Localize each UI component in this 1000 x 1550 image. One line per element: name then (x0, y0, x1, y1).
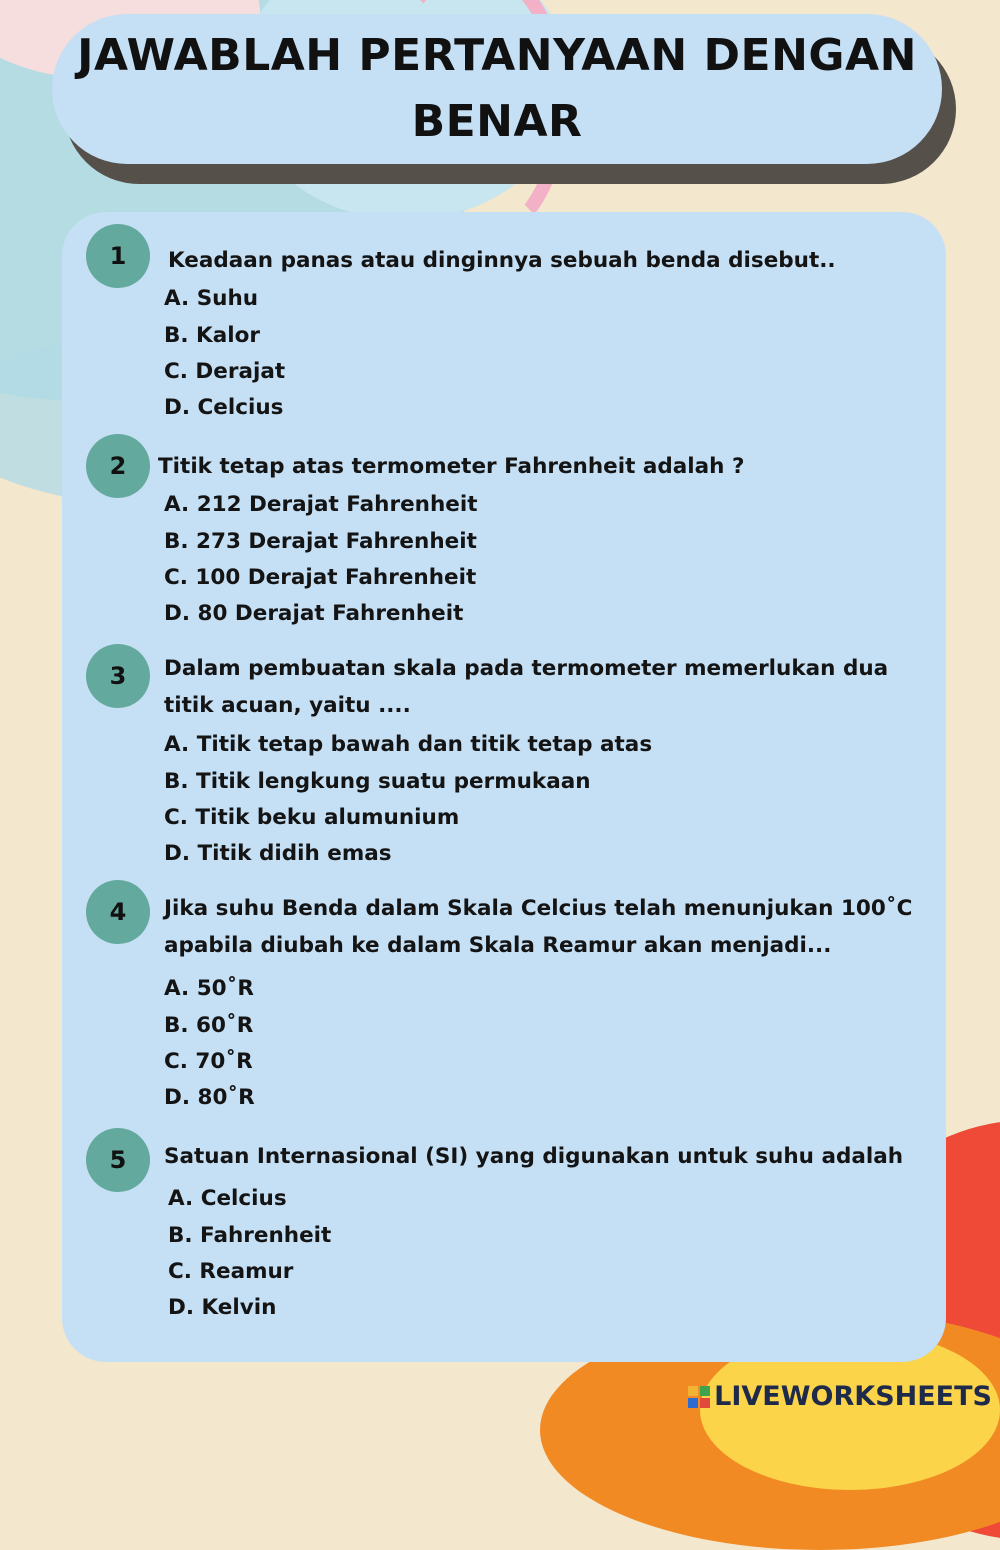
option-b[interactable]: B. 60˚R (164, 1013, 254, 1038)
liveworksheets-logo-icon (688, 1386, 710, 1408)
questions-panel (62, 212, 946, 1362)
option-b[interactable]: B. Fahrenheit (168, 1223, 332, 1248)
question-number-badge: 4 (86, 880, 150, 944)
option-a[interactable]: A. 212 Derajat Fahrenheit (164, 492, 478, 517)
option-b[interactable]: B. Titik lengkung suatu permukaan (164, 769, 591, 794)
option-d[interactable]: D. Titik didih emas (164, 841, 392, 866)
option-c[interactable]: C. Derajat (164, 359, 286, 384)
question-number-badge: 5 (86, 1128, 150, 1192)
question-number-badge: 3 (86, 644, 150, 708)
option-d[interactable]: D. 80 Derajat Fahrenheit (164, 601, 464, 626)
option-d[interactable]: D. Celcius (164, 395, 284, 420)
option-d[interactable]: D. Kelvin (168, 1295, 277, 1320)
liveworksheets-logo (688, 1381, 992, 1412)
option-b[interactable]: B. Kalor (164, 323, 260, 348)
option-a[interactable]: A. Celcius (168, 1186, 287, 1211)
question-text: Titik tetap atas termometer Fahrenheit adalah ? (158, 454, 745, 479)
question-number-badge: 1 (86, 224, 150, 288)
option-d[interactable]: D. 80˚R (164, 1085, 255, 1110)
option-c[interactable]: C. Titik beku alumunium (164, 805, 460, 830)
watermark-text: LIVEWORKSHEETS (714, 1381, 992, 1412)
question-text: Satuan Internasional (SI) yang digunakan untuk suhu adalah (164, 1144, 904, 1169)
option-a[interactable]: A. Titik tetap bawah dan titik tetap atas (164, 732, 653, 757)
option-c[interactable]: C. 100 Derajat Fahrenheit (164, 565, 477, 590)
option-c[interactable]: C. 70˚R (164, 1049, 253, 1074)
title-banner (52, 14, 942, 164)
question-text: Jika suhu Benda dalam Skala Celcius telah menunjukan 100˚C apabila diubah ke dalam Skala Reamur akan menjadi... (164, 896, 913, 958)
question-text: Dalam pembuatan skala pada termometer memerlukan dua titik acuan, yaitu .... (164, 656, 889, 718)
option-c[interactable]: C. Reamur (168, 1259, 294, 1284)
question-text: Keadaan panas atau dinginnya sebuah benda disebut.. (168, 248, 836, 273)
option-b[interactable]: B. 273 Derajat Fahrenheit (164, 529, 477, 554)
option-a[interactable]: A. 50˚R (164, 976, 254, 1001)
option-a[interactable]: A. Suhu (164, 286, 259, 311)
page-title: JAWABLAH PERTANYAAN DENGAN BENAR (77, 30, 917, 147)
question-number-badge: 2 (86, 434, 150, 498)
